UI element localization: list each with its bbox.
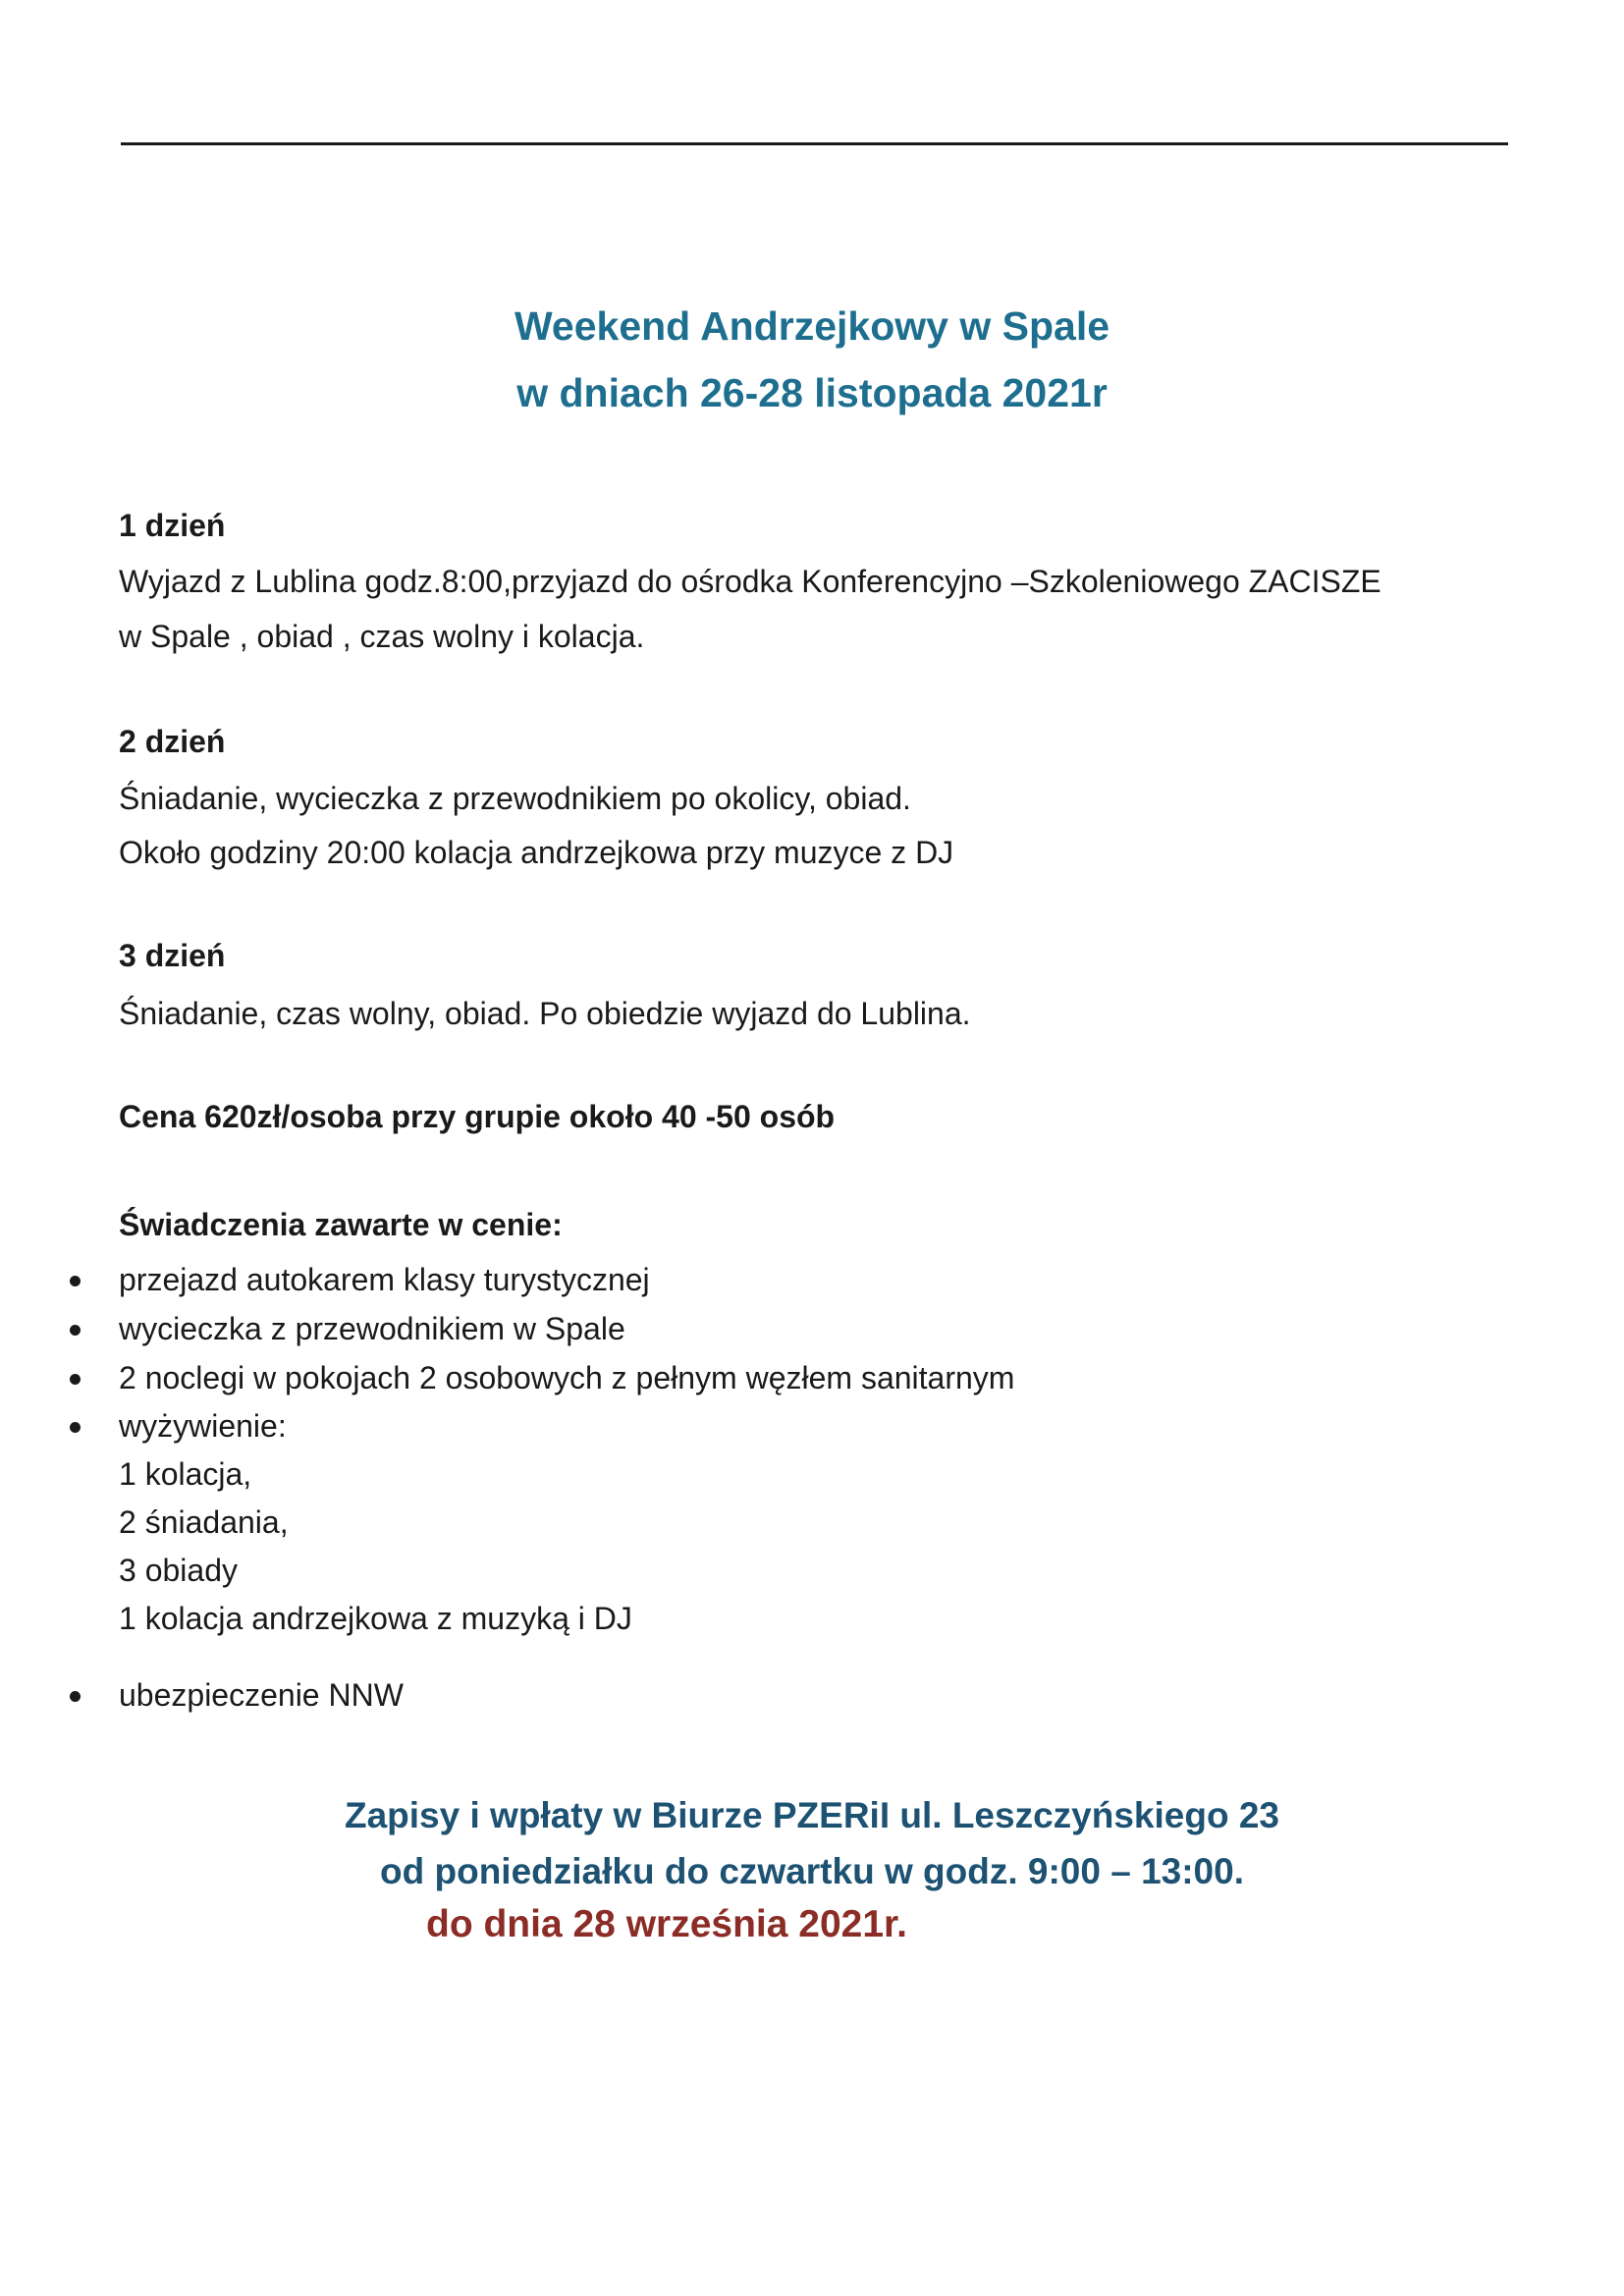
page-title: Weekend Andrzejkowy w Spale — [514, 303, 1110, 349]
day-3-line-1: Śniadanie, czas wolny, obiad. Po obiedzie wyjazd do Lublina. — [119, 996, 971, 1031]
registration-info: Zapisy i wpłaty w Biurze PZERiI ul. Leszczyńskiego 23 — [344, 1795, 1279, 1835]
meal-item: 1 kolacja andrzejkowa z muzyką i DJ — [119, 1601, 632, 1636]
bullet-icon — [70, 1374, 81, 1385]
service-item: ubezpieczenie NNW — [119, 1677, 404, 1713]
meal-item: 2 śniadania, — [119, 1504, 289, 1540]
day-1-line-1: Wyjazd z Lublina godz.8:00,przyjazd do ośrodka Konferencyjno –Szkoleniowego ZACISZE — [119, 564, 1381, 599]
meal-item: 3 obiady — [119, 1553, 238, 1588]
top-divider-line — [121, 142, 1508, 145]
day-2-line-2: Około godziny 20:00 kolacja andrzejkowa przy muzyce z DJ — [119, 835, 954, 870]
service-item: wycieczka z przewodnikiem w Spale — [119, 1311, 625, 1346]
service-item: 2 noclegi w pokojach 2 osobowych z pełnym węzłem sanitarnym — [119, 1360, 1015, 1395]
price-info: Cena 620zł/osoba przy grupie około 40 -50 osób — [119, 1099, 836, 1134]
service-item: wyżywienie: — [119, 1408, 287, 1444]
day-3-heading: 3 dzień — [119, 938, 226, 973]
bullet-icon — [70, 1276, 81, 1286]
day-2-line-1: Śniadanie, wycieczka z przewodnikiem po okolicy, obiad. — [119, 781, 911, 816]
day-1-line-2: w Spale , obiad , czas wolny i kolacja. — [119, 619, 645, 654]
bullet-icon — [70, 1691, 81, 1702]
office-hours: od poniedziałku do czwartku w godz. 9:00 – 13:00. — [380, 1851, 1244, 1891]
bullet-icon — [70, 1325, 81, 1336]
page-subtitle-dates: w dniach 26-28 listopada 2021r — [516, 370, 1108, 415]
day-1-heading: 1 dzień — [119, 508, 226, 543]
bullet-icon — [70, 1422, 81, 1433]
meal-item: 1 kolacja, — [119, 1456, 252, 1492]
registration-deadline: do dnia 28 września 2021r. — [426, 1903, 907, 1945]
services-heading: Świadczenia zawarte w cenie: — [119, 1207, 563, 1242]
day-2-heading: 2 dzień — [119, 724, 226, 759]
service-item: przejazd autokarem klasy turystycznej — [119, 1262, 650, 1297]
